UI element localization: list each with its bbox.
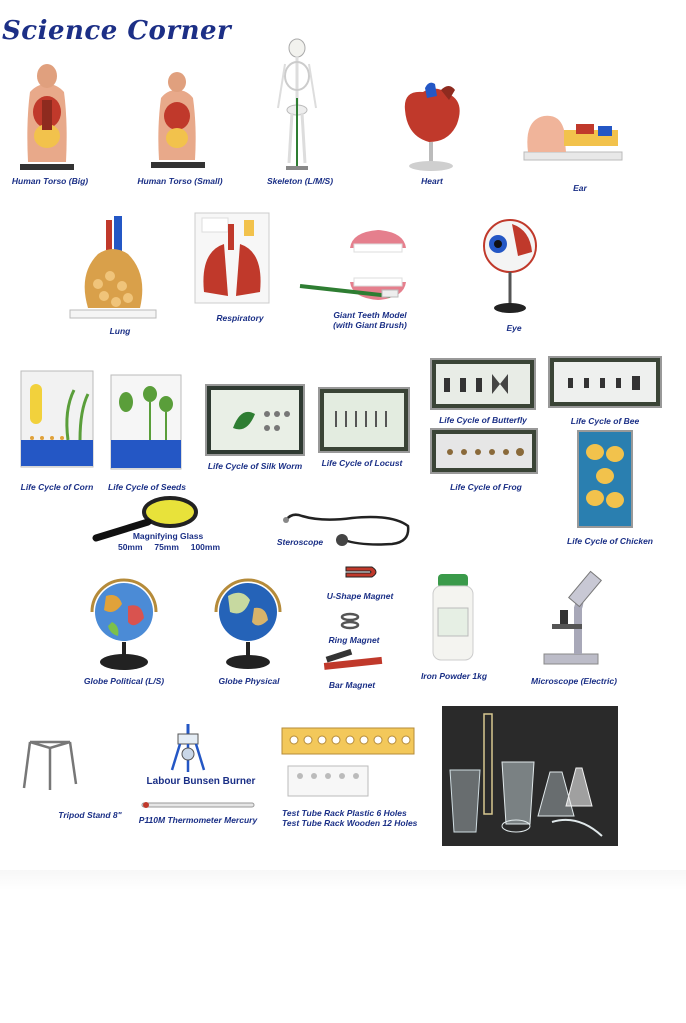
respiratory-image xyxy=(194,212,270,304)
frog-board-image xyxy=(430,428,538,474)
label-magnifying-glass: Magnifying Glass xyxy=(132,531,204,541)
bar-magnet-image xyxy=(322,650,386,672)
label-test-tube-rack-line1: Test Tube Rack Plastic 6 Holes xyxy=(282,808,407,818)
label-life-cycle-frog: Life Cycle of Frog xyxy=(450,482,522,492)
item-test-tube-rack xyxy=(280,722,416,800)
item-life-cycle-frog xyxy=(430,428,538,474)
label-respiratory: Respiratory xyxy=(216,313,264,323)
label-life-cycle-bee: Life Cycle of Bee xyxy=(570,416,640,426)
label-u-magnet: U-Shape Magnet xyxy=(326,591,394,601)
label-ring-magnet: Ring Magnet xyxy=(328,635,380,645)
item-life-cycle-locust xyxy=(318,387,410,453)
item-life-cycle-seeds xyxy=(110,374,182,470)
chicken-board-image xyxy=(577,430,633,528)
silkworm-board-image xyxy=(205,384,305,456)
label-human-torso-small: Human Torso (Small) xyxy=(137,176,223,186)
eye-image xyxy=(478,216,540,314)
label-skeleton: Skeleton (L/M/S) xyxy=(266,176,334,186)
test-tube-rack-image xyxy=(280,722,416,800)
label-globe-political: Globe Political (L/S) xyxy=(83,676,165,686)
seeds-board-image xyxy=(110,374,182,470)
bottom-strip xyxy=(0,870,686,890)
locust-board-image xyxy=(318,387,410,453)
label-heart: Heart xyxy=(421,176,443,186)
item-tripod-stand xyxy=(20,734,80,790)
skeleton-image xyxy=(272,38,322,172)
label-lung: Lung xyxy=(109,326,131,336)
item-ear xyxy=(520,110,625,165)
item-eye xyxy=(478,216,540,314)
item-lung xyxy=(68,214,158,322)
label-test-tube-rack-line2: Test Tube Rack Wooden 12 Holes xyxy=(282,818,418,828)
ring-magnet-image xyxy=(338,612,362,632)
item-bunsen-burner xyxy=(168,722,208,774)
globe-physical-image xyxy=(210,574,286,672)
butterfly-board-image xyxy=(430,358,536,410)
thermometer-image xyxy=(140,800,258,810)
corn-board-image xyxy=(20,370,94,468)
item-life-cycle-butterfly xyxy=(430,358,536,410)
item-respiratory xyxy=(194,212,270,304)
item-heart xyxy=(395,80,467,172)
item-thermometer xyxy=(140,800,258,810)
human-torso-small-image xyxy=(145,72,209,172)
giant-teeth-image xyxy=(298,228,410,302)
label-magnifying-sizes: 50mm 75mm 100mm xyxy=(117,542,221,552)
label-stethoscope: Steroscope xyxy=(276,537,324,547)
heart-image xyxy=(395,80,467,172)
bee-board-image xyxy=(548,356,662,408)
item-life-cycle-silkworm xyxy=(205,384,305,456)
item-ring-magnet xyxy=(338,612,362,632)
label-life-cycle-seeds: Life Cycle of Seeds xyxy=(108,482,186,492)
item-globe-political xyxy=(84,576,164,674)
label-tripod-stand: Tripod Stand 8" xyxy=(58,810,122,820)
label-life-cycle-chicken: Life Cycle of Chicken xyxy=(567,536,653,546)
iron-powder-jar-image xyxy=(430,572,476,664)
label-eye: Eye xyxy=(506,323,522,333)
tripod-stand-image xyxy=(20,734,80,790)
item-life-cycle-corn xyxy=(20,370,94,468)
item-iron-powder xyxy=(430,572,476,664)
glassware-photo-image xyxy=(442,706,618,846)
item-giant-teeth xyxy=(298,228,410,302)
label-giant-teeth-line2: (with Giant Brush) xyxy=(333,320,407,330)
page-title: Science Corner xyxy=(2,16,232,46)
label-iron-powder: Iron Powder 1kg xyxy=(420,671,488,681)
item-human-torso-big xyxy=(12,62,82,172)
globe-political-image xyxy=(84,576,164,674)
label-globe-physical: Globe Physical xyxy=(218,676,280,686)
item-globe-physical xyxy=(210,574,286,672)
lung-image xyxy=(68,214,158,322)
label-life-cycle-butterfly: Life Cycle of Butterfly xyxy=(439,415,527,425)
label-ear: Ear xyxy=(573,183,587,193)
label-microscope: Microscope (Electric) xyxy=(531,676,617,686)
label-life-cycle-corn: Life Cycle of Corn xyxy=(20,482,94,492)
item-bar-magnet xyxy=(322,650,386,672)
microscope-image xyxy=(538,568,608,668)
human-torso-big-image xyxy=(12,62,82,172)
bunsen-burner-image xyxy=(168,722,208,774)
label-life-cycle-locust: Life Cycle of Locust xyxy=(321,458,403,468)
item-human-torso-small xyxy=(145,72,209,172)
label-bar-magnet: Bar Magnet xyxy=(328,680,376,690)
label-human-torso-big: Human Torso (Big) xyxy=(11,176,89,186)
item-life-cycle-bee xyxy=(548,356,662,408)
label-thermometer: P110M Thermometer Mercury xyxy=(138,815,258,825)
label-life-cycle-silkworm: Life Cycle of Silk Worm xyxy=(207,461,303,471)
item-u-magnet xyxy=(342,563,382,581)
item-microscope xyxy=(538,568,608,668)
item-skeleton xyxy=(272,38,322,172)
u-magnet-image xyxy=(342,563,382,581)
label-giant-teeth-line1: Giant Teeth Model xyxy=(333,310,407,320)
ear-image xyxy=(520,110,625,165)
label-bunsen-burner: Labour Bunsen Burner xyxy=(146,776,256,787)
item-glassware-photo xyxy=(442,706,618,846)
item-life-cycle-chicken xyxy=(577,430,633,528)
